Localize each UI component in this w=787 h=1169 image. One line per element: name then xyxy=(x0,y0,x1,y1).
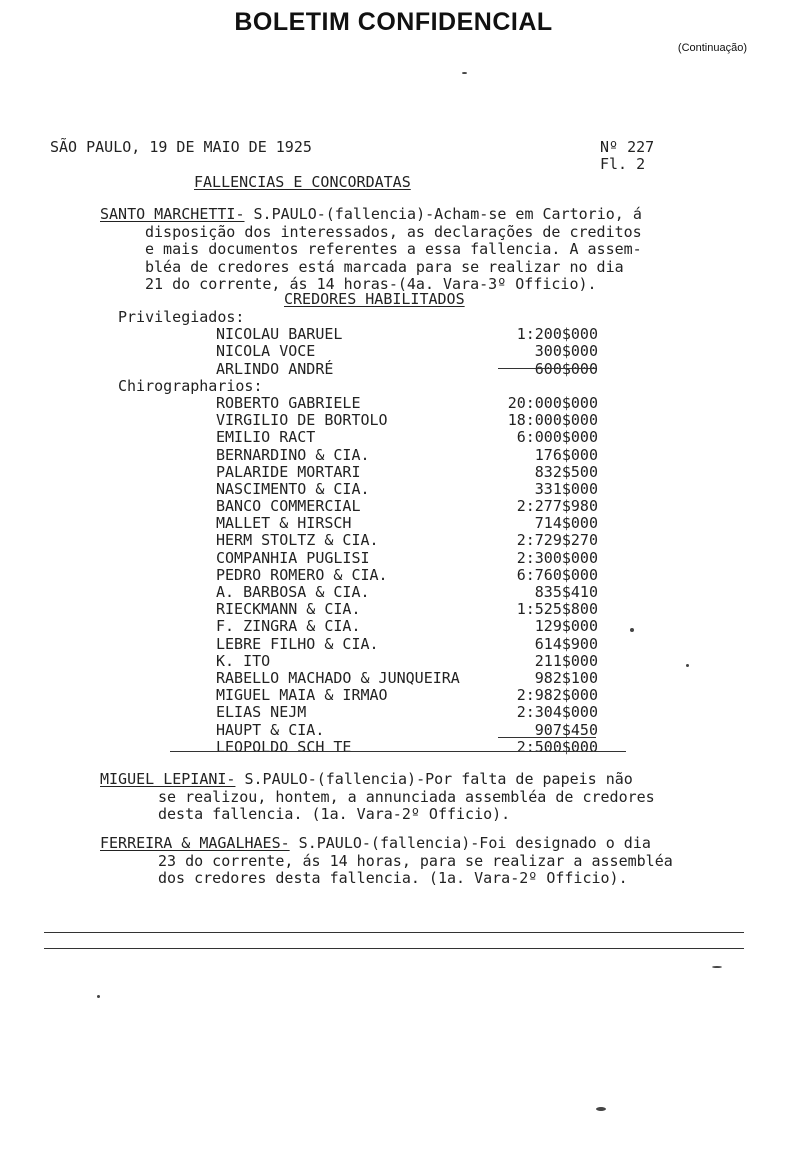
closing-rule-2 xyxy=(44,948,744,949)
scan-speck xyxy=(596,1107,606,1111)
creditor-name: ARLINDO ANDRÉ xyxy=(216,359,334,378)
creditor-name: K. ITO xyxy=(216,651,271,670)
creditor-row xyxy=(118,652,598,669)
creditor-row xyxy=(118,600,598,617)
creditor-row xyxy=(118,566,598,583)
creditor-amount: 982$100 xyxy=(534,668,598,687)
creditor-name: BERNARDINO & CIA. xyxy=(216,445,370,464)
scan-speck xyxy=(630,628,634,632)
bulletin-title: BOLETIM CONFIDENCIAL xyxy=(234,8,553,36)
creditor-name: F. ZINGRA & CIA. xyxy=(216,617,361,636)
entry-line: 23 do corrente, ás 14 horas, para se realizar a assembléa xyxy=(158,851,673,870)
creditor-amount: 835$410 xyxy=(534,583,598,601)
entry-line: S.PAULO-(fallencia)-Por falta de papeis não xyxy=(235,770,633,788)
entry-name: FERREIRA & MAGALHAES- xyxy=(100,834,290,852)
creditor-row xyxy=(118,531,598,548)
creditors-heading: CREDORES HABILITADOS xyxy=(284,290,465,308)
creditor-name: HAUPT & CIA. xyxy=(216,720,325,739)
entry-line: S.PAULO-(fallencia)-Acham-se em Cartorio, á xyxy=(244,205,642,223)
creditor-amount: 176$000 xyxy=(534,445,598,464)
creditor-name: LEOPOLDO SCH TE xyxy=(216,737,352,756)
creditor-amount: 129$000 xyxy=(534,617,598,636)
creditor-row xyxy=(118,617,598,634)
entry-line: 21 do corrente, ás 14 horas-(4a. Vara-3º Officio). xyxy=(145,275,597,293)
creditor-amount: 2:304$000 xyxy=(516,703,598,722)
creditor-name: COMPANHIA PUGLISI xyxy=(216,548,370,567)
creditor-amount: 1:525$800 xyxy=(516,600,598,619)
creditor-row xyxy=(118,686,598,703)
creditors-table xyxy=(118,308,598,755)
creditor-amount: 1:200$000 xyxy=(516,325,598,344)
creditor-name: NICOLA VOCE xyxy=(216,342,316,361)
creditor-amount: 600$000 xyxy=(534,359,598,378)
entry-santo-marchetti xyxy=(100,205,700,295)
creditor-amount: 300$000 xyxy=(534,342,598,361)
privileged-label-row xyxy=(118,308,598,325)
creditor-row xyxy=(118,463,598,480)
privileged-total-rule xyxy=(498,368,596,369)
creditor-amount: 6:000$000 xyxy=(516,428,598,447)
creditor-amount: 20:000$000 xyxy=(507,393,598,412)
dateline-place-date: SÃO PAULO, 19 DE MAIO DE 1925 xyxy=(50,138,312,156)
entry-line: disposição dos interessados, as declarações de creditos xyxy=(145,222,642,241)
continuation-label: (Continuação) xyxy=(677,42,747,54)
creditor-amount: 2:982$000 xyxy=(516,686,598,705)
folio-number: Fl. 2 xyxy=(600,155,646,173)
entry-line: desta fallencia. (1a. Vara-2º Officio). xyxy=(158,805,511,823)
creditor-name: BANCO COMMERCIAL xyxy=(216,497,361,516)
chirographic-label: Chirographarios: xyxy=(118,376,263,395)
creditor-row xyxy=(118,738,598,755)
creditor-row xyxy=(118,669,598,686)
creditor-name: A. BARBOSA & CIA. xyxy=(216,583,370,601)
creditor-row xyxy=(118,583,598,600)
creditor-amount: 2:277$980 xyxy=(516,497,598,516)
entry-name: SANTO MARCHETTI- xyxy=(100,205,245,223)
creditor-amount: 832$500 xyxy=(534,462,598,481)
creditor-row xyxy=(118,635,598,652)
creditor-name: NASCIMENTO & CIA. xyxy=(216,479,370,498)
creditor-name: NICOLAU BARUEL xyxy=(216,325,343,344)
creditor-amount: 18:000$000 xyxy=(507,411,598,430)
creditor-row xyxy=(118,428,598,445)
entry-line: se realizou, hontem, a annunciada assembléa de credores xyxy=(158,787,655,806)
creditor-name: ROBERTO GABRIELE xyxy=(216,393,361,412)
creditor-name: ELIAS NEJM xyxy=(216,703,307,722)
creditor-amount: 6:760$000 xyxy=(516,565,598,584)
privileged-label: Privilegiados: xyxy=(118,308,245,326)
scan-speck xyxy=(686,664,689,667)
section-divider xyxy=(170,751,626,752)
creditor-name: RABELLO MACHADO & JUNQUEIRA xyxy=(216,668,460,687)
chirographic-label-row xyxy=(118,377,598,394)
entry-name: MIGUEL LEPIANI- xyxy=(100,770,236,788)
creditor-row xyxy=(118,549,598,566)
entry-ferreira-magalhaes xyxy=(100,834,720,888)
entry-line: dos credores desta fallencia. (1a. Vara-2º Officio). xyxy=(158,869,628,887)
scan-speck xyxy=(97,995,100,998)
creditor-row xyxy=(118,394,598,411)
creditor-row xyxy=(118,703,598,720)
creditor-row xyxy=(118,497,598,514)
creditor-name: PALARIDE MORTARI xyxy=(216,462,361,481)
creditor-name: MIGUEL MAIA & IRMAO xyxy=(216,686,388,705)
entry-line: bléa de credores está marcada para se realizar no dia xyxy=(145,257,624,276)
creditor-row xyxy=(118,721,598,738)
creditor-amount: 614$900 xyxy=(534,634,598,653)
creditor-name: MALLET & HIRSCH xyxy=(216,514,352,533)
creditor-name: HERM STOLTZ & CIA. xyxy=(216,531,379,550)
creditor-amount: 2:500$000 xyxy=(516,737,598,756)
section-title: FALLENCIAS E CONCORDATAS xyxy=(194,173,411,191)
closing-rule-1 xyxy=(44,932,744,933)
creditor-row xyxy=(118,514,598,531)
entry-miguel-lepiani xyxy=(100,770,700,824)
bulletin-number: Nº 227 xyxy=(600,138,655,156)
creditor-name: EMILIO RACT xyxy=(216,428,316,447)
creditor-name: RIECKMANN & CIA. xyxy=(216,600,361,619)
scan-speck xyxy=(712,966,722,968)
creditor-amount: 2:300$000 xyxy=(516,548,598,567)
creditor-name: VIRGILIO DE BORTOLO xyxy=(216,411,388,430)
chirographic-total-rule xyxy=(498,737,596,738)
creditor-amount: 331$000 xyxy=(534,479,598,498)
creditor-row xyxy=(118,446,598,463)
entry-line: e mais documentos referentes a essa fallencia. A assem- xyxy=(145,240,642,258)
creditor-row xyxy=(118,480,598,497)
creditor-name: PEDRO ROMERO & CIA. xyxy=(216,565,388,584)
creditor-amount: 714$000 xyxy=(534,514,598,533)
creditor-amount: 211$000 xyxy=(534,651,598,670)
entry-line: S.PAULO-(fallencia)-Foi designado o dia xyxy=(289,834,651,852)
scan-speck xyxy=(462,72,467,74)
creditor-row xyxy=(118,411,598,428)
creditor-amount: 2:729$270 xyxy=(516,531,598,550)
creditor-row xyxy=(118,342,598,359)
creditor-amount: 907$450 xyxy=(534,720,598,739)
creditor-row xyxy=(118,325,598,342)
creditor-name: LEBRE FILHO & CIA. xyxy=(216,634,379,653)
